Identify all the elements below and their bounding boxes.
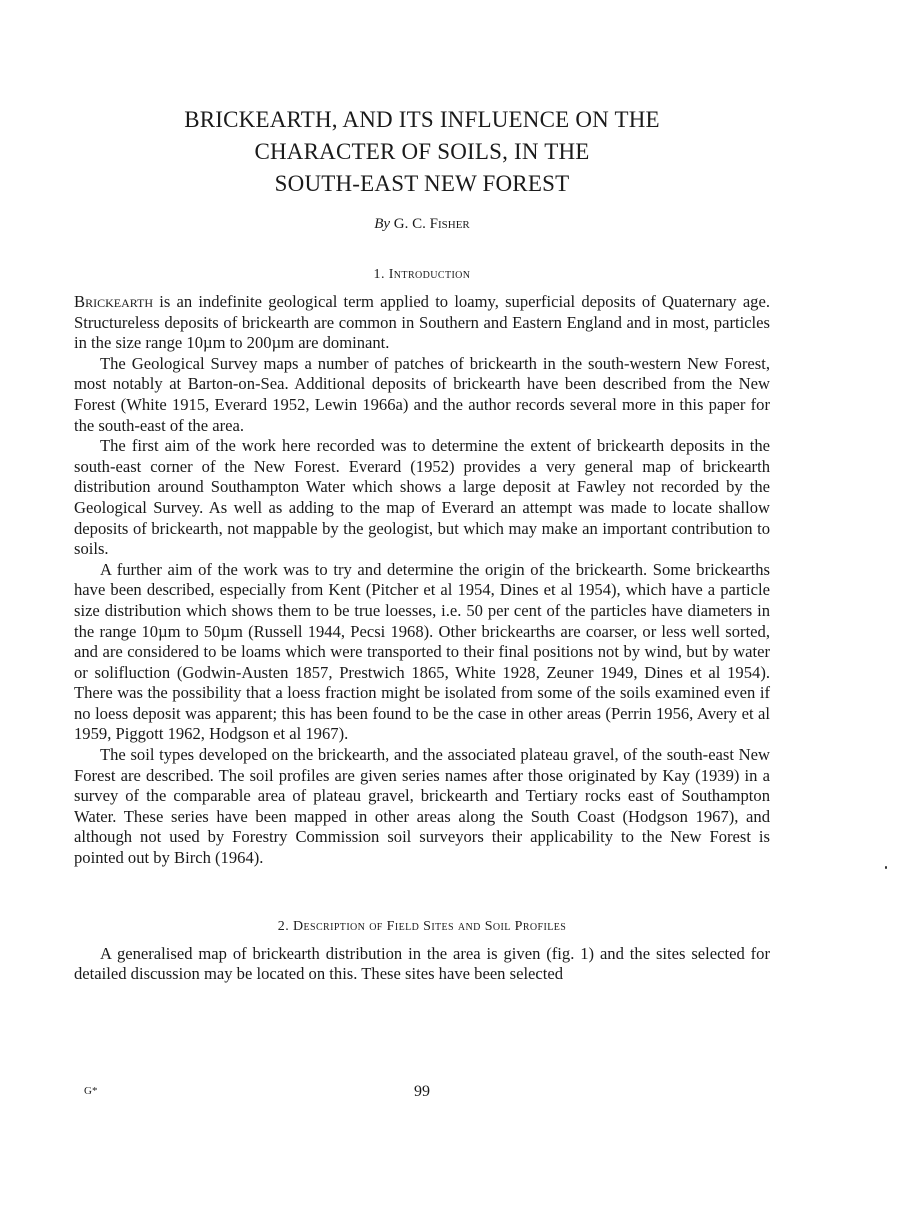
title-line: BRICKEARTH, AND ITS INFLUENCE ON THE bbox=[184, 107, 660, 132]
paragraph: The Geological Survey maps a number of patches of brickearth in the south-western New Forest, most notably at Barton-on-Sea. Additional deposits of brickearth have been described from the New Forest (White 1915, Everard 1952, Lewin 1966a) and the author records several more in this paper for the south-east of the area. bbox=[74, 353, 770, 435]
page-number: 99 bbox=[414, 1083, 430, 1100]
paper-page bbox=[74, 0, 770, 1210]
section-heading-field-sites: 2. Description of Field Sites and Soil Profiles bbox=[277, 918, 567, 934]
scan-speck bbox=[885, 866, 887, 869]
section-body-introduction bbox=[74, 292, 770, 869]
paragraph: The soil types developed on the brickearth, and the associated plateau gravel, of the south-east New Forest are described. The soil profiles are given series names after those originated by Kay (1939) in a survey of the comparable area of plateau gravel, brickearth and Tertiary rocks east of Southampton Water. These series have been mapped in other areas along the South Coast (Hodgson 1967), and although not used by Forestry Commission soil surveyors their applicability to the New Forest is pointed out by Birch (1964). bbox=[74, 745, 770, 868]
paragraph bbox=[74, 292, 770, 354]
paragraph-lead-word: Brickearth bbox=[74, 292, 154, 311]
paragraph: The first aim of the work here recorded was to determine the extent of brickearth deposits in the south-east corner of the New Forest. Everard (1952) provides a very general map of brickearth distribution around Southampton Water which shows a large deposit at Fawley not recorded by the Geological Survey. As well as adding to the map of Everard an attempt was made to locate shallow deposits of brickearth, not mappable by the geologist, but which may make an important contribution to soils. bbox=[74, 436, 770, 559]
byline bbox=[74, 214, 770, 234]
section-heading-introduction: 1. Introduction bbox=[373, 267, 471, 282]
author-name: G. C. Fisher bbox=[393, 216, 470, 232]
section-body-field-sites bbox=[74, 944, 770, 985]
article-title bbox=[74, 104, 770, 200]
title-line: SOUTH-EAST NEW FOREST bbox=[274, 171, 570, 196]
title-line: CHARACTER OF SOILS, IN THE bbox=[254, 139, 590, 164]
byline-prefix: By bbox=[374, 216, 391, 232]
paragraph-text: is an indefinite geological term applied to loamy, superficial deposits of Quaternary age. Structureless deposits of brickearth are common in Southern and Eastern England and in most, particles in the size range 10µm to 200µm are dominant. bbox=[74, 292, 770, 353]
signature-mark: G* bbox=[84, 1085, 98, 1097]
paragraph: A further aim of the work was to try and determine the origin of the brickearth. Some brickearths have been described, especially from Kent (Pitcher et al 1954, Dines et al 1954), which have a particle size distribution which shows them to be true loesses, i.e. 50 per cent of the particles have diameters in the range 10µm to 50µm (Russell 1944, Pecsi 1968). Other brickearths are coarser, or less well sorted, and are considered to be loams which were transported to their final positions not by wind, but by water or solifluction (Godwin-Austen 1857, Prestwich 1865, White 1928, Zeuner 1949, Dines et al 1954). There was the possibility that a loess fraction might be isolated from some of the soils examined even if no loess deposit was apparent; this has been found to be the case in other areas (Perrin 1956, Avery et al 1959, Piggott 1962, Hodgson et al 1967). bbox=[74, 559, 770, 744]
page-footer bbox=[74, 1083, 770, 1103]
paragraph: A generalised map of brickearth distribution in the area is given (fig. 1) and the sites selected for detailed discussion may be located on this. These sites have been selected bbox=[74, 943, 770, 984]
